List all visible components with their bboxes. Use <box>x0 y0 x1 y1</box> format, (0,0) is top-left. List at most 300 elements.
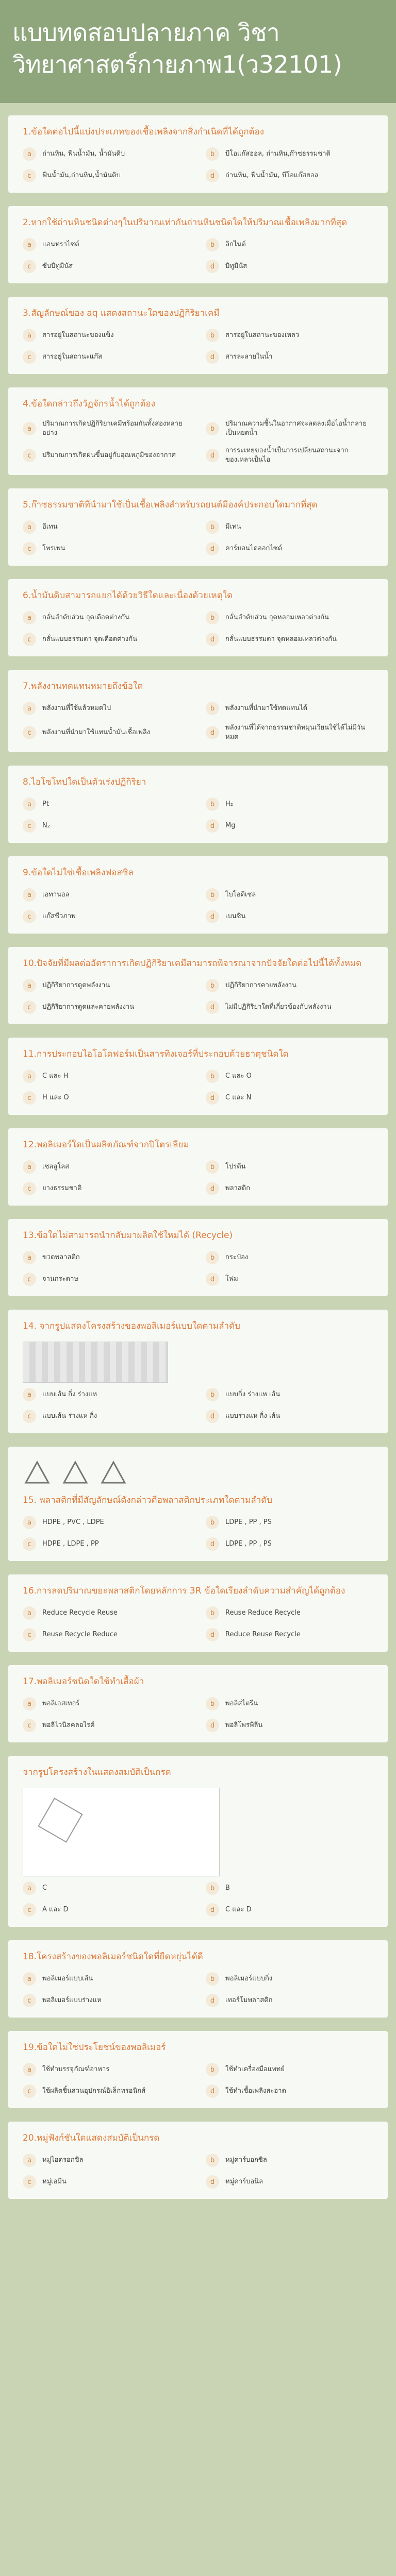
molecule-structure-image <box>23 1788 220 1876</box>
option-letter: a <box>23 1882 36 1895</box>
option-text: พอลิเมอร์แบบร่างแห <box>42 1996 102 2004</box>
answer-option[interactable] <box>23 723 190 742</box>
options-grid <box>23 238 373 273</box>
option-letter: c <box>23 350 36 364</box>
answer-option[interactable] <box>23 1972 190 1986</box>
option-letter: d <box>206 1537 219 1551</box>
option-letter: a <box>23 1516 36 1529</box>
option-letter: b <box>206 611 219 624</box>
answer-option[interactable] <box>23 1070 190 1083</box>
option-text: โปรตีน <box>225 1163 246 1171</box>
option-letter: a <box>23 2063 36 2076</box>
option-text: แก๊สชีวภาพ <box>42 912 76 920</box>
option-letter: b <box>206 1972 219 1986</box>
question-card <box>8 2122 388 2199</box>
option-letter: b <box>206 1070 219 1083</box>
answer-option[interactable] <box>206 1388 373 1401</box>
option-letter: c <box>23 726 36 739</box>
option-letter: c <box>23 1091 36 1105</box>
answer-option[interactable] <box>23 819 190 833</box>
option-letter: c <box>23 1273 36 1286</box>
question-text: 18.โครงสร้างของพอลิเมอร์ชนิดใดที่ยืดหยุ่นได้ดี <box>23 1952 203 1962</box>
option-text: พลาสติก <box>225 1184 251 1192</box>
answer-option[interactable] <box>206 1516 373 1529</box>
option-text: H₂ <box>225 800 233 808</box>
option-text: A และ D <box>42 1906 69 1913</box>
option-text: พอลิโพรพิลีน <box>225 1721 263 1729</box>
options-grid <box>23 419 373 465</box>
question-card <box>8 856 388 934</box>
option-text: ปริมาณการเกิดฝนขึ้นอยู่กับอุณหภูมิของอากาศ <box>42 451 176 459</box>
answer-option[interactable] <box>206 147 373 161</box>
option-letter: b <box>206 798 219 811</box>
option-letter: a <box>23 147 36 161</box>
answer-option[interactable] <box>206 702 373 715</box>
option-letter: c <box>23 1537 36 1551</box>
answer-option[interactable] <box>206 1410 373 1423</box>
option-text: ซับบิทูมินัส <box>42 262 73 270</box>
option-text: ลิกไนต์ <box>225 241 246 248</box>
answer-option[interactable] <box>206 888 373 902</box>
option-text: พอลิเมอร์แบบเส้น <box>42 1975 93 1982</box>
answer-option[interactable] <box>206 723 373 742</box>
option-letter: a <box>23 422 36 435</box>
question-card <box>8 2031 388 2108</box>
question-card <box>8 947 388 1024</box>
option-letter: a <box>23 1606 36 1620</box>
option-text: พอลิเมอร์แบบกิ่ง <box>225 1975 273 1982</box>
options-grid <box>23 1160 373 1195</box>
answer-option[interactable] <box>206 446 373 465</box>
question-text: 16.การลดปริมาณขยะพลาสติกโดยหลักการ 3R ข้อใดเรียงลำดับความสำคัญได้ถูกต้อง <box>23 1586 345 1596</box>
question-text: 11.การประกอบไอโอโดฟอร์มเป็นสารทิงเจอร์ที่ประกอบด้วยธาตุชนิดใด <box>23 1049 289 1059</box>
option-text: คาร์บอนไดออกไซด์ <box>225 545 283 552</box>
answer-option[interactable] <box>206 819 373 833</box>
option-text: บิทูมินัส <box>225 262 248 270</box>
answer-option[interactable] <box>23 2063 190 2076</box>
option-text: Mg <box>225 822 236 829</box>
answer-option[interactable] <box>23 2154 190 2167</box>
recycle-icon <box>61 1459 90 1488</box>
option-letter: b <box>206 2063 219 2076</box>
option-text: ฟืนน้ำมัน,ถ่านหิน,น้ำมันดิบ <box>42 172 121 179</box>
quiz-container <box>0 103 396 2233</box>
answer-option[interactable] <box>23 633 190 646</box>
option-text: พอลิสไตรีน <box>225 1700 258 1707</box>
option-letter: d <box>206 726 219 739</box>
options-grid <box>23 979 373 1014</box>
options-grid <box>23 329 373 364</box>
option-letter: c <box>23 1994 36 2007</box>
option-letter: c <box>23 1719 36 1732</box>
answer-option[interactable] <box>23 419 190 438</box>
question-text: 5.ก๊าซธรรมชาติที่นำมาใช้เป็นเชื้อเพลิงสำหรับรถยนต์มีองค์ประกอบใดมากที่สุด <box>23 500 318 510</box>
answer-option[interactable] <box>206 2175 373 2189</box>
option-text: แบบเส้น ร่างแห กิ่ง <box>42 1412 97 1420</box>
answer-option[interactable] <box>23 520 190 534</box>
answer-option[interactable] <box>23 1994 190 2007</box>
question-text: 13.ข้อใดไม่สามารถนำกลับมาผลิตใช้ใหม่ได้ (Recycle) <box>23 1230 233 1241</box>
option-letter: d <box>206 2084 219 2098</box>
question-card <box>8 1447 388 1561</box>
option-text: เบนซิน <box>225 912 246 920</box>
answer-option[interactable] <box>206 1001 373 1014</box>
question-text: 2.หากใช้ถ่านหินชนิดต่างๆในปริมาณเท่ากันถ่านหินชนิดใดให้ปริมาณเชื้อเพลิงมากที่สุด <box>23 217 348 228</box>
option-letter: b <box>206 2154 219 2167</box>
answer-option[interactable] <box>206 1882 373 1895</box>
answer-option[interactable] <box>206 611 373 624</box>
option-letter: c <box>23 1410 36 1423</box>
question-text: 3.สัญลักษณ์ของ aq แสดงสถานะใดของปฏิกิริยาเคมี <box>23 308 220 318</box>
polymer-structure-image <box>23 1342 168 1383</box>
option-text: การระเหยของน้ำเป็นการเปลี่ยนสถานะจากของเหลวเป็นไอ <box>225 447 349 464</box>
option-letter: d <box>206 1903 219 1917</box>
option-letter: c <box>23 1903 36 1917</box>
answer-option[interactable] <box>206 419 373 438</box>
option-letter: c <box>23 449 36 462</box>
option-text: ปฏิกิริยาการดูดและคายพลังงาน <box>42 1003 135 1011</box>
option-text: ใช้ทำเชื้อเพลิงสะอาด <box>225 2087 286 2095</box>
option-letter: b <box>206 1516 219 1529</box>
option-letter: b <box>206 1251 219 1264</box>
option-text: แบบร่างแห กิ่ง เส้น <box>225 1412 280 1420</box>
option-letter: d <box>206 1719 219 1732</box>
option-text: สารอยู่ในสถานะแก๊ส <box>42 353 103 361</box>
option-letter: d <box>206 1001 219 1014</box>
option-text: ปริมาณความชื้นในอากาศจะลดลงเมื่อไอน้ำกลายเป็นหยดน้ำ <box>225 420 367 437</box>
answer-option[interactable] <box>206 1972 373 1986</box>
option-text: ไม่มีปฏิกิริยาใดที่เกี่ยวข้องกับพลังงาน <box>225 1003 332 1011</box>
recycle-icon <box>99 1459 128 1488</box>
question-text: 4.ข้อใดกล่าวถึงวัฏจักรน้ำได้ถูกต้อง <box>23 399 156 409</box>
question-text: 9.ข้อใดไม่ใช่เชื้อเพลิงฟอสซิล <box>23 868 134 878</box>
recycle-icon <box>23 1459 52 1488</box>
options-grid <box>23 798 373 833</box>
answer-option[interactable] <box>23 260 190 273</box>
option-text: ขวดพลาสติก <box>42 1253 80 1261</box>
option-letter: a <box>23 888 36 902</box>
option-text: C <box>42 1884 47 1892</box>
option-text: กลั่นลำดับส่วน จุดหลอมเหลวต่างกัน <box>225 614 329 621</box>
answer-option[interactable] <box>206 1273 373 1286</box>
option-text: สารอยู่ในสถานะของเหลว <box>225 331 300 339</box>
question-text: 20.หมู่ฟังก์ชันใดแสดงสมบัติเป็นกรด <box>23 2133 160 2143</box>
options-grid <box>23 1606 373 1641</box>
option-letter: d <box>206 2175 219 2189</box>
options-grid <box>23 702 373 742</box>
answer-option[interactable] <box>23 1182 190 1195</box>
option-text: กลั่นแบบธรรมดา จุดหลอมเหลวต่างกัน <box>225 635 337 643</box>
answer-option[interactable] <box>206 542 373 555</box>
question-card <box>8 1038 388 1115</box>
answer-option[interactable] <box>23 2084 190 2098</box>
options-grid <box>23 888 373 923</box>
option-text: ปริมาณการเกิดปฏิกิริยาเคมีพร้อมกันทั้งสองหลายอย่าง <box>42 420 183 437</box>
option-letter: a <box>23 1697 36 1710</box>
answer-option[interactable] <box>206 1160 373 1174</box>
question-text: จากรูปโครงสร้างในแสดงสมบัติเป็นกรด <box>23 1767 171 1777</box>
options-grid <box>23 1882 373 1917</box>
answer-option[interactable] <box>206 910 373 923</box>
question-card <box>8 1665 388 1742</box>
answer-option[interactable] <box>206 2063 373 2076</box>
answer-option[interactable] <box>206 2154 373 2167</box>
options-grid <box>23 1070 373 1105</box>
answer-option[interactable] <box>206 329 373 342</box>
answer-option[interactable] <box>23 1410 190 1423</box>
option-text: หมู่ไฮดรอกซิล <box>42 2156 84 2164</box>
option-text: Reduce Reuse Recycle <box>225 1631 301 1638</box>
question-text: 1.ข้อใดต่อไปนี้แบ่งประเภทของเชื้อเพลิงจากสิ่งกำเนิดที่ได้ถูกต้อง <box>23 127 265 137</box>
option-text: C และ N <box>225 1094 252 1101</box>
option-letter: c <box>23 169 36 182</box>
answer-option[interactable] <box>206 1628 373 1641</box>
answer-option[interactable] <box>206 238 373 251</box>
answer-option[interactable] <box>23 446 190 465</box>
option-text: พลังงานที่นำมาใช้แทนน้ำมันเชื้อเพลิง <box>42 728 151 736</box>
options-grid <box>23 520 373 555</box>
question-text: 7.พลังงานทดแทนหมายถึงข้อใด <box>23 681 143 691</box>
answer-option[interactable] <box>206 1251 373 1264</box>
option-text: โฟม <box>225 1275 238 1283</box>
option-letter: c <box>23 2175 36 2189</box>
answer-option[interactable] <box>23 702 190 715</box>
answer-option[interactable] <box>206 1697 373 1710</box>
answer-option[interactable] <box>23 1882 190 1895</box>
option-letter: b <box>206 702 219 715</box>
option-letter: c <box>23 1001 36 1014</box>
option-text: สารละลายในน้ำ <box>225 353 273 361</box>
option-letter: d <box>206 1091 219 1105</box>
option-letter: b <box>206 520 219 534</box>
option-letter: b <box>206 979 219 992</box>
option-text: จานกระดาษ <box>42 1275 78 1283</box>
option-text: HDPE , LDPE , PP <box>42 1540 99 1548</box>
answer-option[interactable] <box>206 1070 373 1083</box>
answer-option[interactable] <box>23 350 190 364</box>
option-text: Reuse Reduce Recycle <box>225 1609 301 1617</box>
answer-option[interactable] <box>206 350 373 364</box>
option-text: บีโอแก๊สฮอล, ถ่านหิน,ก๊าซธรรมชาติ <box>225 150 331 158</box>
answer-option[interactable] <box>23 1719 190 1732</box>
answer-option[interactable] <box>23 888 190 902</box>
question-text: 10.ปัจจัยที่มีผลต่ออัตราการเกิดปฏิกิริยาเคมีสามารถพิจารณาจากปัจจัยใดต่อไปนี้ได้ทั้งหมด <box>23 958 362 969</box>
question-card <box>8 1219 388 1296</box>
question-text: 14. จากรูปแสดงโครงสร้างของพอลิเมอร์แบบใดตามลำดับ <box>23 1321 240 1331</box>
answer-option[interactable] <box>23 910 190 923</box>
option-letter: b <box>206 329 219 342</box>
option-letter: b <box>206 238 219 251</box>
option-text: หมู่คาร์บอกซิล <box>225 2156 267 2164</box>
option-text: อีเทน <box>42 523 58 531</box>
option-letter: d <box>206 1410 219 1423</box>
option-letter: c <box>23 1628 36 1641</box>
question-text: 12.พอลิเมอร์ใดเป็นผลิตภัณฑ์จากปิโตรเลียม <box>23 1140 189 1150</box>
question-card <box>8 115 388 193</box>
option-letter: c <box>23 260 36 273</box>
option-text: C และ D <box>225 1906 252 1913</box>
option-text: หมู่คาร์บอนิล <box>225 2178 263 2185</box>
option-text: LDPE , PP , PS <box>225 1518 272 1526</box>
question-card <box>8 766 388 843</box>
option-letter: a <box>23 611 36 624</box>
answer-option[interactable] <box>23 1537 190 1551</box>
option-text: C และ H <box>42 1072 69 1080</box>
option-text: B <box>225 1884 230 1892</box>
answer-option[interactable] <box>23 1160 190 1174</box>
option-letter: b <box>206 1606 219 1620</box>
option-letter: d <box>206 1273 219 1286</box>
option-letter: b <box>206 888 219 902</box>
option-letter: c <box>23 1182 36 1195</box>
option-letter: d <box>206 449 219 462</box>
option-letter: d <box>206 633 219 646</box>
answer-option[interactable] <box>23 1091 190 1105</box>
answer-option[interactable] <box>206 1606 373 1620</box>
option-letter: a <box>23 329 36 342</box>
answer-option[interactable] <box>23 1516 190 1529</box>
option-letter: a <box>23 1972 36 1986</box>
option-text: Reuse Recycle Reduce <box>42 1631 118 1638</box>
recycle-symbols <box>23 1459 373 1488</box>
options-grid <box>23 2063 373 2098</box>
option-letter: d <box>206 910 219 923</box>
option-text: ใช้ทำเครื่องมือแพทย์ <box>225 2065 285 2073</box>
answer-option[interactable] <box>23 329 190 342</box>
option-text: หมู่เอมีน <box>42 2178 67 2185</box>
option-text: H และ O <box>42 1094 69 1101</box>
answer-option[interactable] <box>23 1388 190 1401</box>
option-letter: a <box>23 2154 36 2167</box>
answer-option[interactable] <box>206 1903 373 1917</box>
answer-option[interactable] <box>206 169 373 182</box>
answer-option[interactable] <box>23 1628 190 1641</box>
question-card <box>8 1310 388 1433</box>
option-letter: c <box>23 910 36 923</box>
question-card <box>8 670 388 752</box>
option-letter: d <box>206 1628 219 1641</box>
answer-option[interactable] <box>206 1537 373 1551</box>
answer-option[interactable] <box>23 542 190 555</box>
option-text: สารอยู่ในสถานะของแข็ง <box>42 331 114 339</box>
question-card <box>8 387 388 475</box>
option-text: แอนทราไซต์ <box>42 241 79 248</box>
option-letter: d <box>206 1182 219 1195</box>
option-letter: a <box>23 1070 36 1083</box>
option-letter: c <box>23 542 36 555</box>
options-grid <box>23 1972 373 2007</box>
answer-option[interactable] <box>23 1697 190 1710</box>
answer-option[interactable] <box>206 260 373 273</box>
page-title: แบบทดสอบปลายภาค วิชาวิทยาศาสตร์กายภาพ1(ว32101) <box>12 19 342 78</box>
answer-option[interactable] <box>206 1182 373 1195</box>
answer-option[interactable] <box>206 798 373 811</box>
option-letter: d <box>206 350 219 364</box>
answer-option[interactable] <box>206 520 373 534</box>
answer-option[interactable] <box>23 147 190 161</box>
page-header <box>0 0 396 103</box>
question-card <box>8 206 388 283</box>
option-text: พลังงานที่ใช้แล้วหมดไป <box>42 704 111 712</box>
question-card <box>8 297 388 374</box>
answer-option[interactable] <box>23 979 190 992</box>
answer-option[interactable] <box>23 238 190 251</box>
question-text: 8.ไอโซโทปใดเป็นตัวเร่งปฏิกิริยา <box>23 777 146 787</box>
options-grid <box>23 611 373 646</box>
option-letter: a <box>23 702 36 715</box>
option-letter: a <box>23 520 36 534</box>
question-card <box>8 1128 388 1206</box>
answer-option[interactable] <box>206 1719 373 1732</box>
option-letter: c <box>23 819 36 833</box>
answer-option[interactable] <box>206 1994 373 2007</box>
question-text: 17.พอลิเมอร์ชนิดใดใช้ทำเสื้อผ้า <box>23 1676 144 1687</box>
question-text: 6.น้ำมันดิบสามารถแยกได้ด้วยวิธีใดและเนื่องด้วยเหตุใด <box>23 590 233 601</box>
answer-option[interactable] <box>206 979 373 992</box>
option-text: กลั่นแบบธรรมดา จุดเดือดต่างกัน <box>42 635 137 643</box>
answer-option[interactable] <box>23 798 190 811</box>
option-letter: b <box>206 1160 219 1174</box>
option-text: แบบกิ่ง ร่างแห เส้น <box>225 1391 280 1398</box>
option-letter: b <box>206 1882 219 1895</box>
answer-option[interactable] <box>23 1903 190 1917</box>
option-text: ยางธรรมชาติ <box>42 1184 82 1192</box>
option-text: ใช้ทำบรรจุภัณฑ์อาหาร <box>42 2065 110 2073</box>
option-letter: d <box>206 260 219 273</box>
options-grid <box>23 1516 373 1551</box>
options-grid <box>23 1697 373 1732</box>
options-grid <box>23 1251 373 1286</box>
option-text: Pt <box>42 800 49 808</box>
options-grid <box>23 1388 373 1423</box>
option-text: ใช้ผลิตชิ้นส่วนอุปกรณ์อิเล็กทรอนิกส์ <box>42 2087 146 2095</box>
question-text: 15. พลาสติกที่มีสัญลักษณ์ดังกล่าวคือพลาสติกประเภทใดตามลำดับ <box>23 1495 273 1505</box>
question-card <box>8 488 388 566</box>
option-text: กระป๋อง <box>225 1253 249 1261</box>
answer-option[interactable] <box>23 1273 190 1286</box>
answer-option[interactable] <box>23 1606 190 1620</box>
option-letter: c <box>23 2084 36 2098</box>
answer-option[interactable] <box>206 633 373 646</box>
option-letter: a <box>23 979 36 992</box>
question-card <box>8 579 388 656</box>
option-text: กลั่นลำดับส่วน จุดเดือดต่างกัน <box>42 614 129 621</box>
option-text: เซลลูโลส <box>42 1163 70 1171</box>
question-text: 19.ข้อใดไม่ใช่ประโยชน์ของพอลิเมอร์ <box>23 2042 166 2053</box>
question-card <box>8 1756 388 1927</box>
option-letter: a <box>23 1388 36 1401</box>
answer-option[interactable] <box>206 1091 373 1105</box>
option-text: เทอร์โมพลาสติก <box>225 1996 273 2004</box>
option-letter: a <box>23 238 36 251</box>
option-letter: c <box>23 633 36 646</box>
question-card <box>8 1574 388 1652</box>
option-letter: d <box>206 169 219 182</box>
answer-option[interactable] <box>23 611 190 624</box>
answer-option[interactable] <box>23 1251 190 1264</box>
option-text: N₂ <box>42 822 50 829</box>
option-text: HDPE , PVC , LDPE <box>42 1518 104 1526</box>
option-letter: b <box>206 1388 219 1401</box>
option-letter: b <box>206 422 219 435</box>
option-letter: d <box>206 819 219 833</box>
answer-option[interactable] <box>206 2084 373 2098</box>
answer-option[interactable] <box>23 169 190 182</box>
option-letter: a <box>23 1160 36 1174</box>
answer-option[interactable] <box>23 1001 190 1014</box>
option-text: พอลิเอสเทอร์ <box>42 1700 80 1707</box>
answer-option[interactable] <box>23 2175 190 2189</box>
